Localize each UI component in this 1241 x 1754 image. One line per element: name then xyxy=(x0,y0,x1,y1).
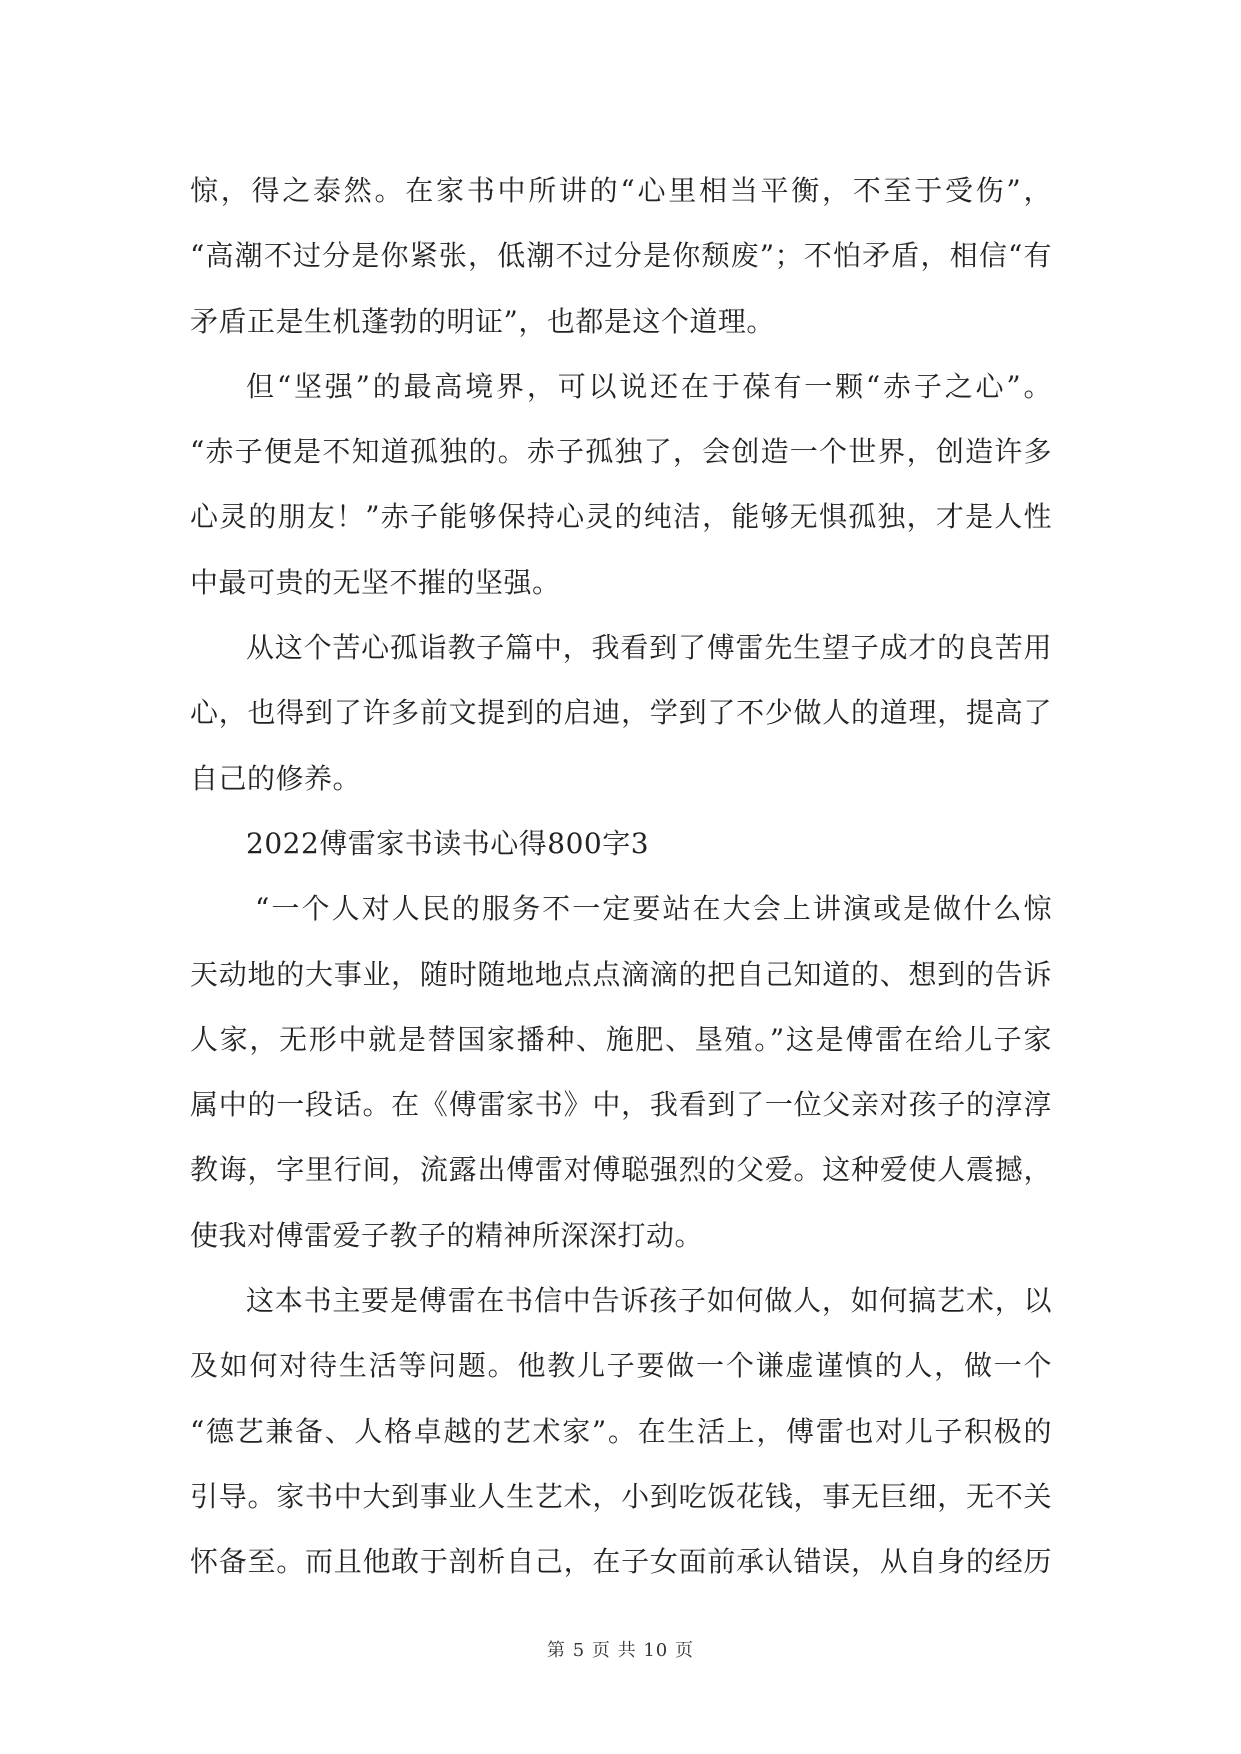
body-text xyxy=(190,158,1052,1595)
paragraph-start-line: “一个人对人民的服务不一定要站在大会上讲演或是做什么惊 xyxy=(255,892,1052,926)
text-line: 自己的修养。 xyxy=(190,761,362,795)
page-number-footer: 第 5 页 共 10 页 xyxy=(547,1640,694,1661)
text-line: 属中的一段话。在《傅雷家书》中，我看到了一位父亲对孩子的淳淳 xyxy=(190,1088,1052,1122)
paragraph-start-line: 但“坚强”的最高境界，可以说还在于葆有一颗“赤子之心”。 xyxy=(246,369,1052,403)
text-line: 及如何对待生活等问题。他教儿子要做一个谦虚谨慎的人，做一个 xyxy=(190,1349,1052,1383)
text-line: 心灵的朋友！”赤子能够保持心灵的纯洁，能够无惧孤独，才是人性 xyxy=(190,500,1052,534)
text-line: 怀备至。而且他敢于剖析自己，在子女面前承认错误，从自身的经历 xyxy=(190,1545,1052,1579)
text-line: 矛盾正是生机蓬勃的明证”，也都是这个道理。 xyxy=(190,304,775,338)
section-heading: 2022傅雷家书读书心得800字3 xyxy=(246,826,650,860)
text-line: “高潮不过分是你紧张，低潮不过分是你颓废”；不怕矛盾，相信“有 xyxy=(190,239,1052,273)
paragraph-start-line: 这本书主要是傅雷在书信中告诉孩子如何做人，如何搞艺术，以 xyxy=(246,1284,1052,1318)
text-line: “赤子便是不知道孤独的。赤子孤独了，会创造一个世界，创造许多 xyxy=(190,435,1052,469)
text-line: “德艺兼备、人格卓越的艺术家”。在生活上，傅雷也对儿子积极的 xyxy=(190,1414,1052,1448)
text-line: 中最可贵的无坚不摧的坚强。 xyxy=(190,565,561,599)
text-line: 惊，得之泰然。在家书中所讲的“心里相当平衡，不至于受伤”， xyxy=(190,174,1052,207)
text-line: 天动地的大事业，随时随地地点点滴滴的把自己知道的、想到的告诉 xyxy=(190,957,1052,991)
paragraph-start-line: 从这个苦心孤诣教子篇中，我看到了傅雷先生望子成才的良苦用 xyxy=(246,631,1052,665)
text-line: 人家，无形中就是替国家播种、施肥、垦殖。”这是傅雷在给儿子家 xyxy=(190,1022,1052,1056)
text-line: 教诲，字里行间，流露出傅雷对傅聪强烈的父爱。这种爱使人震撼， xyxy=(190,1153,1052,1187)
text-line: 使我对傅雷爱子教子的精神所深深打动。 xyxy=(190,1218,704,1252)
text-line: 引导。家书中大到事业人生艺术，小到吃饭花钱，事无巨细，无不关 xyxy=(190,1479,1052,1513)
text-line: 心，也得到了许多前文提到的启迪，学到了不少做人的道理，提高了 xyxy=(190,696,1052,730)
